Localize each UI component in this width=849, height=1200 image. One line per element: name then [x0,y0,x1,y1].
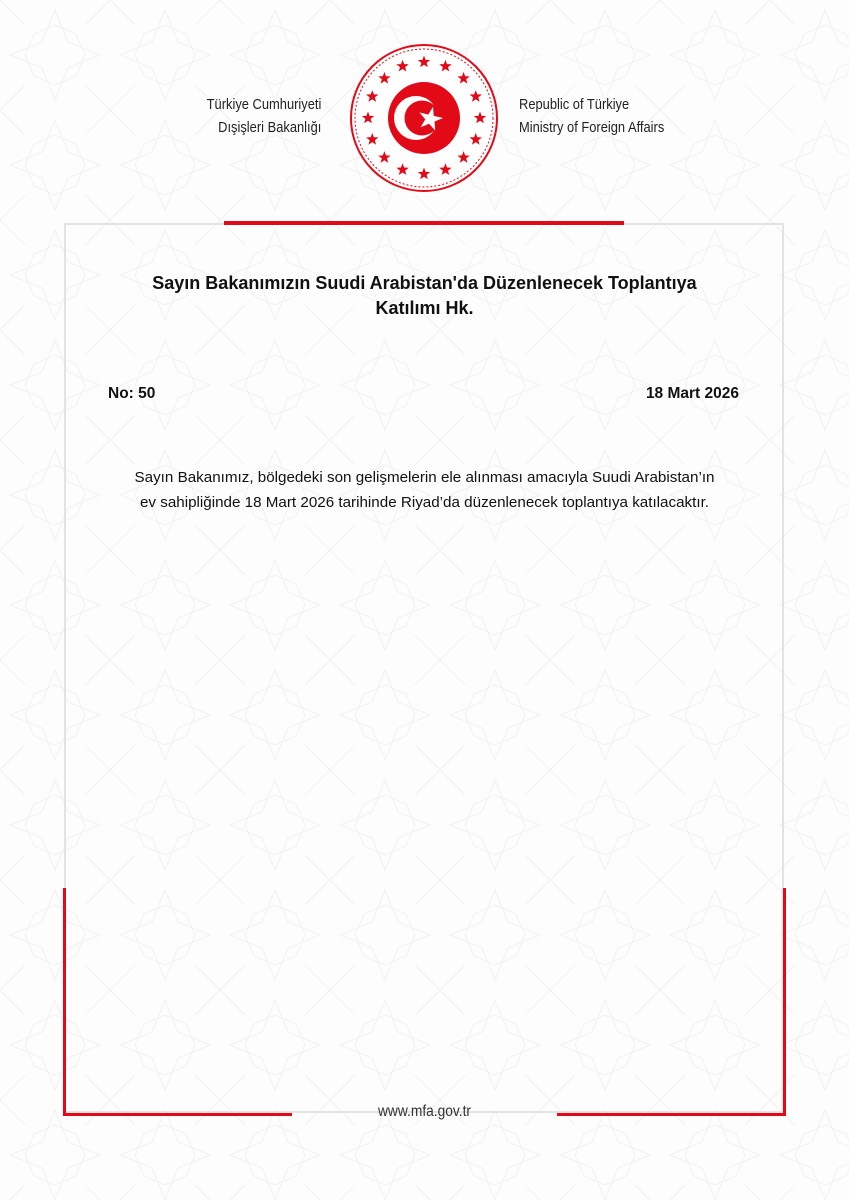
header-right-line2: Ministry of Foreign Affairs [519,119,665,136]
frame-bottom-left-red-vertical [63,888,66,1116]
header-left-line1: Türkiye Cumhuriyeti [206,96,321,113]
title-line2: Katılımı Hk. [375,298,474,318]
body-line2: ev sahipliğinde 18 Mart 2026 tarihinde Riyad’da düzenlenecek toplantıya katılacaktır. [139,494,710,511]
document-frame [64,223,784,1113]
website-link[interactable]: www.mfa.gov.tr [377,1103,472,1120]
document-date: 18 Mart 2026 [645,385,739,402]
frame-bottom-right-red-horizontal [557,1113,786,1116]
frame-bottom-right-red-vertical [783,888,786,1116]
title-line1: Sayın Bakanımızın Suudi Arabistan'da Düzenlenecek Toplantıya [152,273,697,293]
document-title [80,271,769,321]
document-number: No: 50 [108,385,156,402]
header-left-line2: Dışişleri Bakanlığı [217,119,321,136]
frame-top-red-accent [224,221,624,225]
frame-bottom-left-red-horizontal [63,1113,292,1116]
document-body [95,465,754,515]
ministry-name-english [519,93,664,139]
ministry-name-turkish [206,93,321,139]
header-right-line1: Republic of Türkiye [519,96,630,113]
body-line1: Sayın Bakanımız, bölgedeki son gelişmelerin ele alınması amacıyla Suudi Arabistan’ın [134,469,715,486]
turkish-crescent-star-emblem-icon [349,43,499,193]
